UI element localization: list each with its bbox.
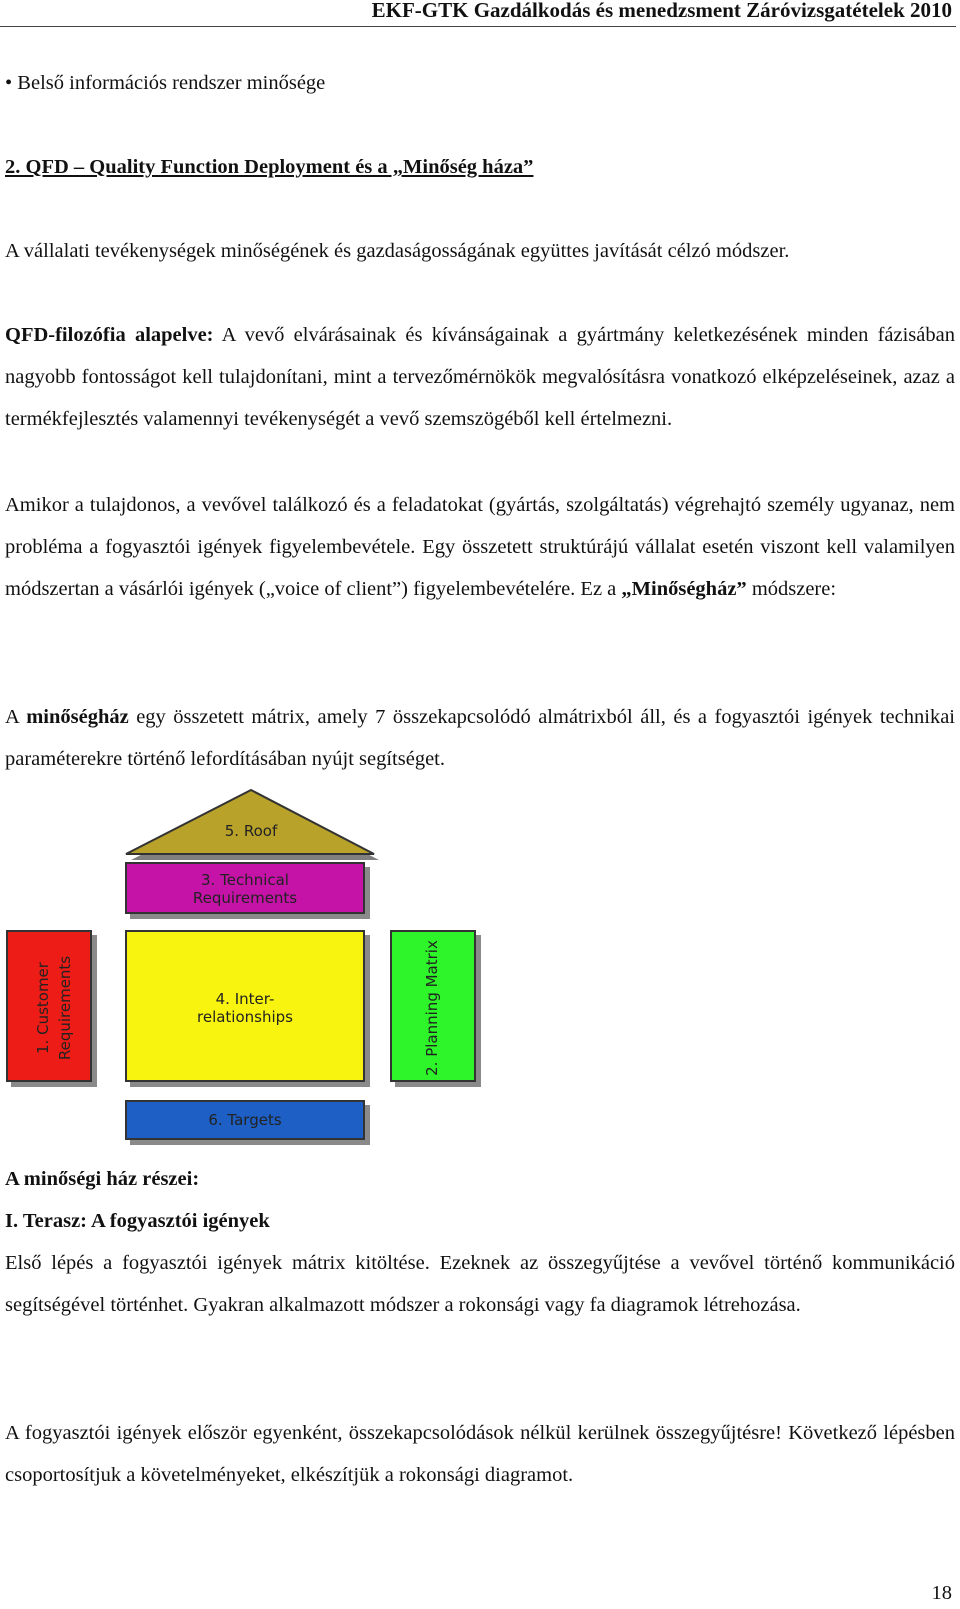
- philosophy-paragraph: [5, 314, 955, 440]
- house-paragraph: [5, 696, 955, 780]
- page-header: [0, 0, 956, 27]
- customer-requirements-box: [6, 930, 92, 1082]
- targets-box: [125, 1100, 365, 1140]
- customer-label-line1: 1. Customer: [34, 962, 52, 1054]
- house-text-2: egy összetett mátrix, amely 7 összekapcsolódó almátrixból áll, és a fogyasztói igények technikai paraméterekre történő lefordításában nyújt segítséget.: [5, 706, 955, 770]
- collect-paragraph: A fogyasztói igények először egyenként, összekapcsolódások nélkül kerülnek összegyűjtésre! Következő lépésben csoportosítjuk a követelményeket, elkészítjük a rokonsági diagramot.: [5, 1422, 955, 1486]
- planning-label: 2. Planning Matrix: [423, 940, 441, 1076]
- planning-matrix-box: [390, 930, 476, 1082]
- owner-bold: „Minőségház”: [621, 578, 747, 600]
- philosophy-text: A vevő elvárásainak és kívánságainak a gyártmány keletkezésének minden fázisában nagyobb fontosságot kell tulajdonítani, mint a tervezőmérnökök megvalósításra vonatkozó elképzeléseinek, azaz a termékfejlesztés valamennyi tevékenységét a vevő szemszögéből kell értelmezni.: [5, 324, 955, 430]
- interrelationships-box: [125, 930, 365, 1082]
- section-heading: 2. QFD – Quality Function Deployment és a „Minőség háza”: [5, 156, 534, 178]
- inter-label-line2: relationships: [197, 1008, 293, 1026]
- header-title: EKF-GTK Gazdálkodás és menedzsment Záróvizsgatételek 2010: [371, 0, 952, 22]
- intro-paragraph: A vállalati tevékenységek minőségének és gazdaságosságának együttes javítását célzó módszer.: [5, 240, 790, 262]
- owner-text-1: Amikor a tulajdonos, a vevővel találkozó és a feladatokat (gyártás, szolgáltatás) végrehajtó személy ugyanaz, nem probléma a fogyasztói igények figyelembevétele. Egy összetett struktúrájú vállalat esetén viszont kell valamilyen módszertan a vásárlói igények („voice of client”) figyelembevételére. Ez a: [5, 494, 955, 600]
- house-of-quality-diagram: [0, 800, 500, 1180]
- technical-label-line1: 3. Technical: [201, 871, 289, 889]
- parts-heading: A minőségi ház részei:: [5, 1168, 200, 1190]
- inter-label-line1: 4. Inter-: [215, 990, 275, 1008]
- owner-paragraph: [5, 484, 955, 610]
- page-number: 18: [931, 1582, 952, 1604]
- technical-requirements-box: [125, 862, 365, 914]
- house-bold: minőségház: [26, 706, 129, 728]
- house-text-1: A: [5, 706, 27, 728]
- roof-label: 5. Roof: [224, 822, 278, 840]
- customer-label-line2: Requirements: [56, 955, 74, 1061]
- bullet-item: • Belső információs rendszer minősége: [5, 72, 326, 94]
- first-step-paragraph: Első lépés a fogyasztói igények mátrix kitöltése. Ezeknek az összegyűjtése a vevővel történő kommunikáció segítségével történhet. Gyakran alkalmazott módszer a rokonsági vagy fa diagramok létrehozása.: [5, 1252, 955, 1316]
- targets-label: 6. Targets: [208, 1111, 282, 1129]
- owner-text-2: módszere:: [746, 578, 837, 600]
- terrace-heading: I. Terasz: A fogyasztói igények: [5, 1210, 270, 1232]
- philosophy-label: QFD-filozófia alapelve:: [5, 324, 214, 346]
- technical-label-line2: Requirements: [192, 889, 298, 907]
